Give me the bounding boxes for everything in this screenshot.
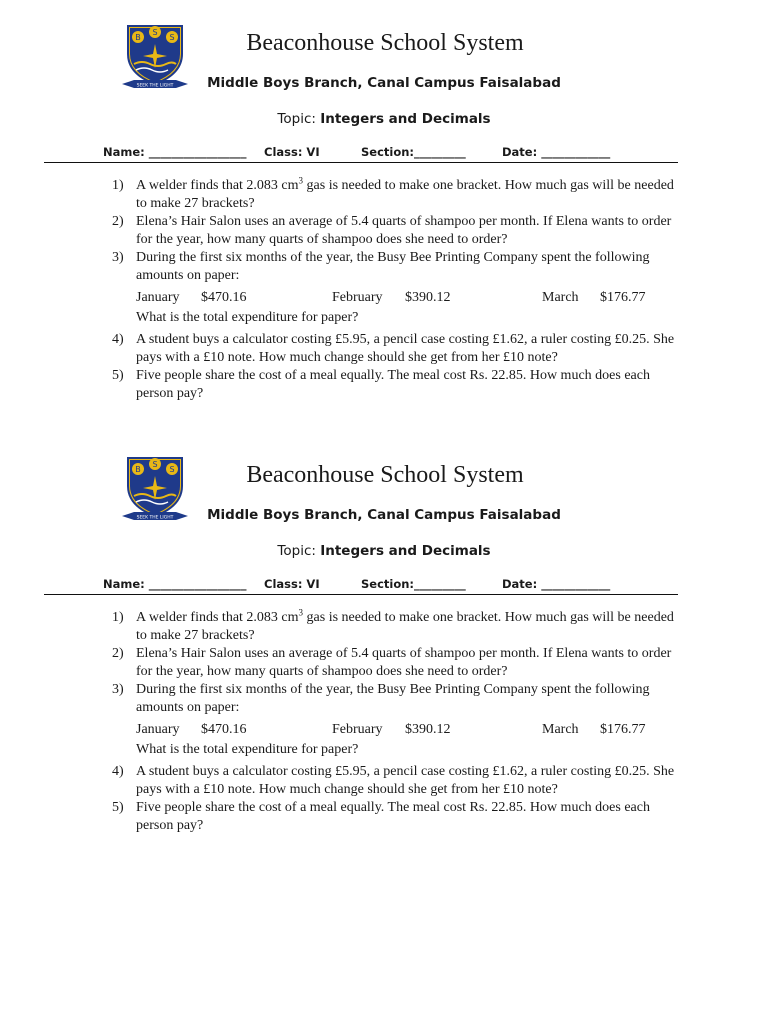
header-divider <box>44 594 678 595</box>
superscript: 3 <box>298 175 304 186</box>
section-field: Section:_________ <box>361 577 466 591</box>
question-item <box>112 681 682 717</box>
worksheet-copy-2 <box>0 432 768 852</box>
amount-value: $390.12 <box>405 722 451 737</box>
question-text: Five people share the cost of a meal equally. The meal cost Rs. 22.85. How much does each person pay? <box>136 800 650 833</box>
question-number: 2) <box>112 214 124 229</box>
question-text: Five people share the cost of a meal equally. The meal cost Rs. 22.85. How much does each person pay? <box>136 368 650 401</box>
crest-letter: S <box>169 33 175 42</box>
question-text: A welder finds that 2.083 cm <box>136 178 299 193</box>
question-number: 1) <box>112 178 124 193</box>
paper-amounts-row <box>112 286 682 309</box>
question-item <box>112 213 682 249</box>
question-item <box>112 645 682 681</box>
crest-letter: S <box>169 465 175 474</box>
question-number: 1) <box>112 610 124 625</box>
question-item <box>112 763 682 799</box>
question-text-cont: gas is needed to make one bracket. How much gas will be needed to make 27 brackets? <box>136 178 674 211</box>
question-number: 2) <box>112 646 124 661</box>
student-info-row <box>0 577 768 595</box>
question-item <box>112 177 682 213</box>
superscript: 3 <box>298 607 304 618</box>
month-label: January <box>136 722 180 737</box>
question-item <box>112 367 682 403</box>
followup-text: What is the total expenditure for paper? <box>136 742 359 757</box>
question-item <box>112 799 682 835</box>
topic-line <box>0 543 768 559</box>
month-label: March <box>542 290 579 305</box>
crest-letter: B <box>135 33 141 42</box>
school-name: Beaconhouse School System <box>246 30 524 56</box>
name-field: Name: _________________ <box>103 577 247 591</box>
amount-value: $176.77 <box>600 722 646 737</box>
question-number: 5) <box>112 800 124 815</box>
month-label: March <box>542 722 579 737</box>
question-list <box>112 177 682 403</box>
question-number: 5) <box>112 368 124 383</box>
question-text: A student buys a calculator costing £5.95, a pencil case costing £1.62, a ruler costing £0.25. She pays with a £10 note. How much change should she get from her £10 note? <box>136 764 675 797</box>
question-text: During the first six months of the year, the Busy Bee Printing Company spent the following amounts on paper: <box>136 682 650 715</box>
amount-value: $390.12 <box>405 290 451 305</box>
worksheet-copy-1 <box>0 0 768 420</box>
month-label: January <box>136 290 180 305</box>
school-name: Beaconhouse School System <box>246 462 524 488</box>
section-field: Section:_________ <box>361 145 466 159</box>
question-text-cont: gas is needed to make one bracket. How much gas will be needed to make 27 brackets? <box>136 610 674 643</box>
crest-letter: B <box>135 465 141 474</box>
question-list <box>112 609 682 835</box>
class-field: Class: VI <box>264 145 320 159</box>
paper-amounts-row <box>112 718 682 741</box>
topic-value: Integers and Decimals <box>320 111 491 127</box>
question-number: 4) <box>112 332 124 347</box>
name-field: Name: _________________ <box>103 145 247 159</box>
month-label: February <box>332 290 383 305</box>
question-item <box>112 609 682 645</box>
question-item <box>112 331 682 367</box>
question-text: A welder finds that 2.083 cm <box>136 610 299 625</box>
header-divider <box>44 162 678 163</box>
class-field: Class: VI <box>264 577 320 591</box>
amount-value: $176.77 <box>600 290 646 305</box>
topic-label: Topic: <box>277 543 316 559</box>
branch-name: Middle Boys Branch, Canal Campus Faisalabad <box>207 75 561 91</box>
crest-letter: S <box>152 28 158 37</box>
question-number: 4) <box>112 764 124 779</box>
crest-letter: S <box>152 460 158 469</box>
branch-name: Middle Boys Branch, Canal Campus Faisalabad <box>207 507 561 523</box>
question-item <box>112 249 682 285</box>
question-text: Elena’s Hair Salon uses an average of 5.4 quarts of shampoo per month. If Elena wants to order for the year, how many quarts of shampoo does she need to order? <box>136 214 672 247</box>
question-text: During the first six months of the year, the Busy Bee Printing Company spent the following amounts on paper: <box>136 250 650 283</box>
crest-motto: SEEK THE LIGHT <box>136 83 174 89</box>
followup-text: What is the total expenditure for paper? <box>136 310 359 325</box>
question-text: A student buys a calculator costing £5.95, a pencil case costing £1.62, a ruler costing £0.25. She pays with a £10 note. How much change should she get from her £10 note? <box>136 332 675 365</box>
amount-value: $470.16 <box>201 722 247 737</box>
date-field: Date: ____________ <box>502 577 611 591</box>
student-info-row <box>0 145 768 163</box>
question-number: 3) <box>112 250 124 265</box>
crest-motto: SEEK THE LIGHT <box>136 515 174 521</box>
question-text: Elena’s Hair Salon uses an average of 5.4 quarts of shampoo per month. If Elena wants to order for the year, how many quarts of shampoo does she need to order? <box>136 646 672 679</box>
question-number: 3) <box>112 682 124 697</box>
question-followup <box>112 309 682 327</box>
month-label: February <box>332 722 383 737</box>
topic-value: Integers and Decimals <box>320 543 491 559</box>
amount-value: $470.16 <box>201 290 247 305</box>
topic-label: Topic: <box>277 111 316 127</box>
topic-line <box>0 111 768 127</box>
date-field: Date: ____________ <box>502 145 611 159</box>
question-followup <box>112 741 682 759</box>
